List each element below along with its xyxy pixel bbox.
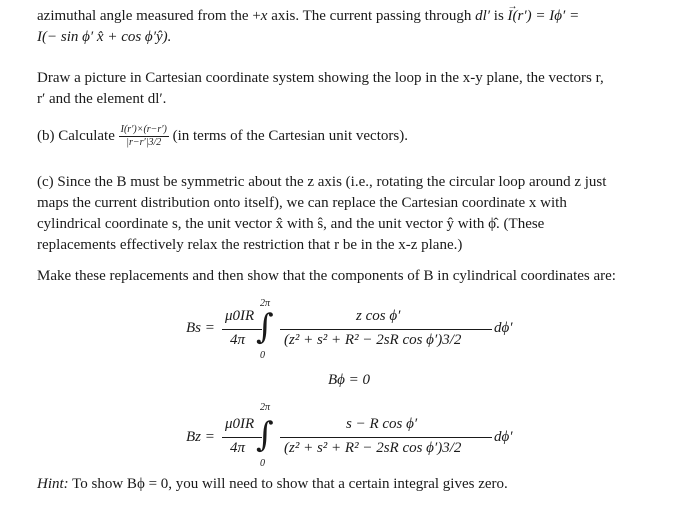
text-span: azimuthal angle measured from the + (37, 8, 261, 24)
text-line: r′ and the element dl′. (37, 91, 167, 107)
math-I: I (549, 8, 555, 24)
eq-differential: dϕ′ (494, 320, 513, 336)
main-fraction-bar (280, 329, 492, 330)
integral-sign: ∫ (256, 415, 274, 455)
math-current-expansion: I(− sin ϕ′ x̂ + cos ϕ′ŷ). (37, 29, 172, 45)
eq-lhs: Bz = (186, 429, 215, 445)
eq-denominator: (z² + s² + R² − 2sR cos ϕ′)3/2 (284, 332, 462, 348)
part-b (37, 120, 667, 152)
text-line: Draw a picture in Cartesian coordinate system showing the loop in the x-y plane, the vectors r, (37, 70, 604, 86)
eq-coef-denominator: 4π (230, 440, 246, 456)
equation-bphi: Bϕ = 0 (328, 372, 371, 388)
text-line: (c) Since the B must be symmetric about the z axis (i.e., rotating the circular loop around z just (37, 174, 607, 190)
eq-lhs: Bs = (186, 320, 215, 336)
integral-upper-limit: 2π (260, 298, 271, 309)
integral-lower-limit: 0 (260, 350, 265, 361)
text-span: axis. The current passing through (267, 8, 476, 24)
integral-sign: ∫ (256, 307, 274, 347)
text-span: is (490, 8, 508, 24)
integral-lower-limit: 0 (260, 458, 265, 469)
text-line: replacements effectively relax the restriction that r be in the x-z plane.) (37, 237, 463, 253)
hint-text: To show Bϕ = 0, you will need to show that a certain integral gives zero. (68, 476, 508, 492)
math-current-vector: → I (508, 6, 513, 27)
math-rprime: (r′) = (512, 8, 550, 24)
fraction-denominator: |r−r′|3/2 (126, 137, 162, 149)
eq-coef-denominator: 4π (230, 332, 246, 348)
paragraph-draw-picture (37, 68, 667, 110)
integral-upper-limit: 2π (260, 402, 271, 413)
eq-coef-numerator: μ0IR (225, 308, 255, 324)
part-c (37, 172, 667, 256)
eq-differential: dϕ′ (494, 429, 513, 445)
text-line: cylindrical coordinate s, the unit vector x̂ with ŝ, and the unit vector ŷ with ϕ̂. (These (37, 216, 545, 232)
main-fraction-bar (280, 437, 492, 438)
text-line: maps the current distribution onto itself), we can replace the Cartesian coordinate x with (37, 195, 567, 211)
eq-denominator: (z² + s² + R² − 2sR cos ϕ′)3/2 (284, 440, 462, 456)
hint-paragraph (37, 474, 667, 495)
math-phi-hat: ϕ′ = (554, 8, 580, 24)
part-b-label: (b) Calculate (37, 128, 119, 144)
math-dl: dl′ (475, 8, 491, 24)
part-b-fraction (119, 124, 169, 149)
hint-label: Hint: (37, 476, 69, 492)
eq-numerator: s − R cos ϕ′ (346, 416, 418, 432)
eq-numerator: z cos ϕ′ (356, 308, 401, 324)
paragraph-current-definition (37, 6, 667, 48)
paragraph-make-replacements (37, 266, 667, 287)
math-x: x (260, 8, 268, 24)
part-b-suffix: (in terms of the Cartesian unit vectors). (168, 128, 408, 144)
fraction-numerator: I(r′)×(r−r′) (120, 124, 167, 136)
eq-coef-numerator: μ0IR (225, 416, 255, 432)
text-line: Make these replacements and then show that the components of B in cylindrical coordinates are: (37, 268, 616, 284)
